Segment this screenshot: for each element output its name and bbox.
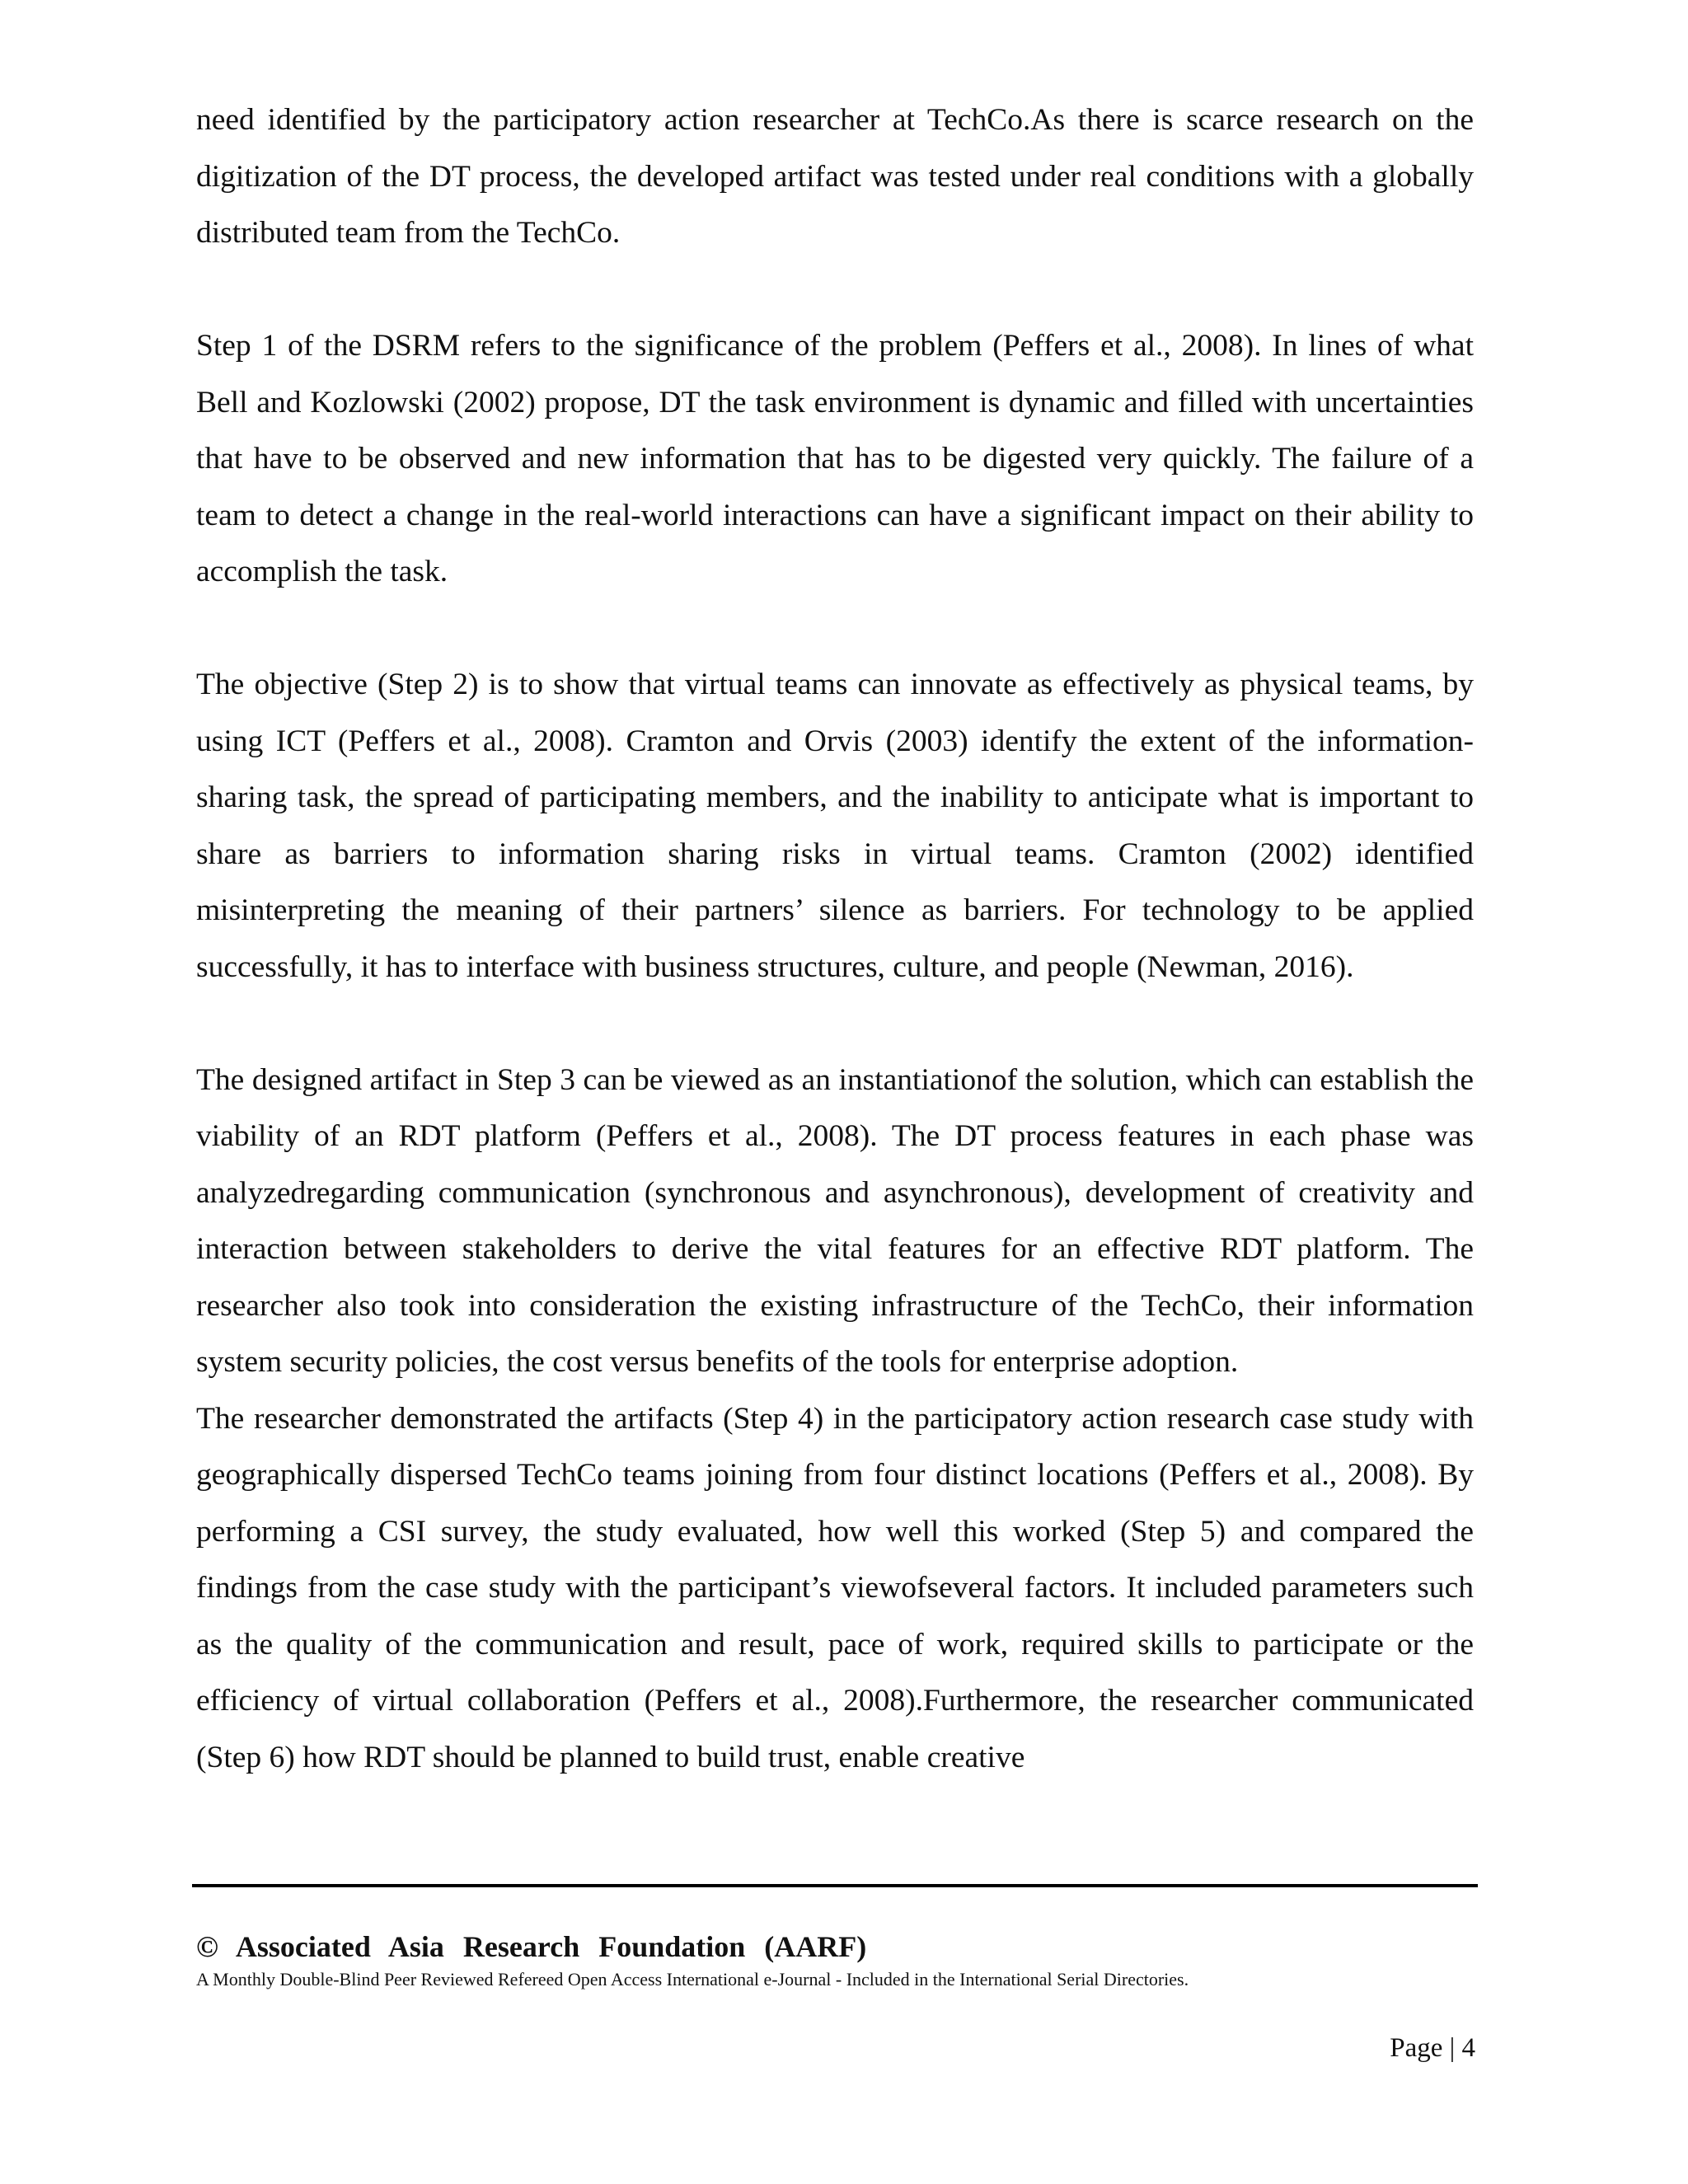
paragraph-5: The researcher demonstrated the artifacts (Step 4) in the participatory action research case study with geographically dispersed TechCo teams joining from four distinct locations (Peffers et al., 2008). By performing a CSI survey, the study evaluated, how well this worked (Step 5) and compared the findings from the case study with the participant’s viewofseveral factors. It included parameters such as the quality of the communication and result, pace of work, required skills to participate or the efficiency of virtual collaboration (Peffers et al., 2008).Furthermore, the researcher communicated (Step 6) how RDT should be planned to build trust, enable creative <box>196 1401 1474 1774</box>
footer-divider <box>192 1884 1478 1887</box>
footer-subtitle: A Monthly Double-Blind Peer Reviewed Refereed Open Access International e-Journal - Included in the International Serial Directories. <box>196 1969 1189 1990</box>
page-number: Page | 4 <box>1390 2033 1475 2063</box>
paragraph-3: The objective (Step 2) is to show that virtual teams can innovate as effectively as physical teams, by using ICT (Peffers et al., 2008). Cramton and Orvis (2003) identify the extent of the information-sharing task, the spread of participating members, and the inability to anticipate what is important to share as barriers to information sharing risks in virtual teams. Cramton (2002) identified misinterpreting the meaning of their partners’ silence as barriers. For technology to be applied successfully, it has to interface with business structures, culture, and people (Newman, 2016). <box>196 668 1474 984</box>
paragraph-4: The designed artifact in Step 3 can be viewed as an instantiationof the solution, which can establish the viability of an RDT platform (Peffers et al., 2008). The DT process features in each phase was analyzedregarding communication (synchronous and asynchronous), development of creativity and interaction between stakeholders to derive the vital features for an effective RDT platform. The researcher also took into consideration the existing infrastructure of the TechCo, their information system security policies, the cost versus benefits of the tools for enterprise adoption. <box>196 1062 1474 1379</box>
footer-title: © Associated Asia Research Foundation (AARF) <box>196 1930 867 1963</box>
paragraph-1: need identified by the participatory action researcher at TechCo.As there is scarce research on the digitization of the DT process, the developed artifact was tested under real conditions with a globally distributed team from the TechCo. <box>196 103 1474 250</box>
paragraph-2: Step 1 of the DSRM refers to the significance of the problem (Peffers et al., 2008). In lines of what Bell and Kozlowski (2002) propose, DT the task environment is dynamic and filled with uncertainties that have to be observed and new information that has to be digested very quickly. The failure of a team to detect a change in the real-world interactions can have a significant impact on their ability to accomplish the task. <box>196 329 1474 588</box>
body-text <box>196 92 1474 1786</box>
